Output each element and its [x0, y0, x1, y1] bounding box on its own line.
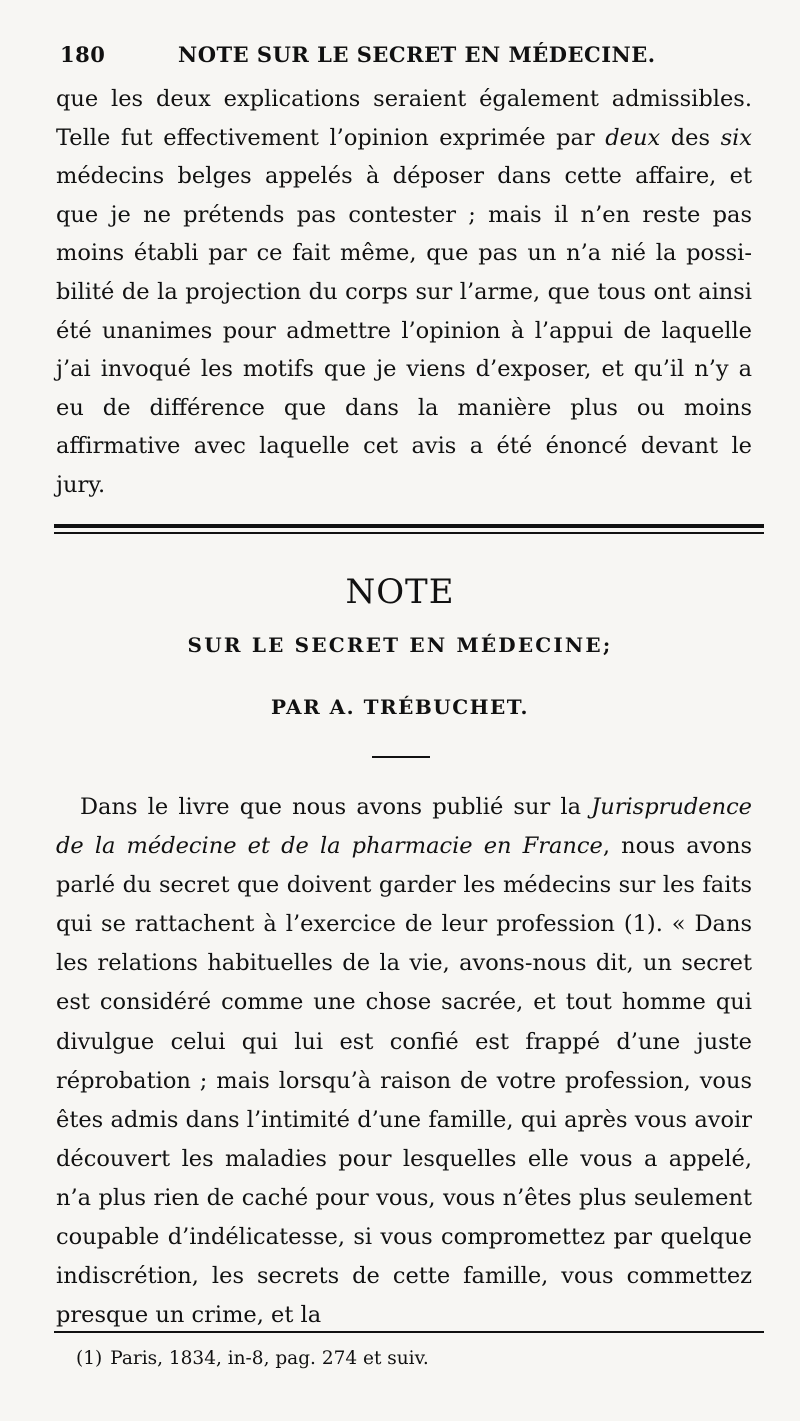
- text-run: que les deux explications seraient également admissibles. Telle fut effectivement l’opinion exprimée par: [56, 86, 752, 151]
- footnote: [76, 1348, 429, 1369]
- text-run: Dans le livre que nous avons publié sur la: [80, 794, 592, 820]
- footnote-text: Paris, 1834, in-8, pag. 274 et suiv.: [110, 1348, 429, 1369]
- continued-paragraph: [56, 80, 752, 505]
- page-header: [60, 38, 760, 74]
- main-paragraph: [56, 788, 752, 1335]
- footnote-rule: [54, 1331, 764, 1333]
- running-title: NOTE SUR LE SECRET EN MÉDECINE.: [178, 42, 656, 67]
- text-run: médecins belges appelés à déposer dans cette affaire, et que je ne prétends pas contester ; mais il n’en reste pas moins établi par ce fait même, que pas un n’a nié la possibilité de la projection du corps sur l’arme, que tous ont ainsi été unanimes pour admettre l’opinion à l’appui de laquelle j’ai invoqué les motifs que je viens d’exposer, et qu’il n’y a eu de différence que dans la manière plus ou moins affirmative avec laquelle cet avis a été énoncé devant le jury.: [56, 163, 752, 498]
- title-underline: [372, 756, 430, 758]
- section-divider: [54, 524, 764, 536]
- note-subtitle: SUR LE SECRET EN MÉDECINE;: [187, 633, 613, 657]
- emphasis-book-title: Jurisprudence de la médecine et de la pharmacie en France: [56, 794, 752, 860]
- footnote-marker: (1): [76, 1348, 103, 1369]
- note-title: NOTE: [345, 572, 455, 612]
- divider-thin-line: [54, 532, 764, 534]
- emphasis-deux: deux: [605, 124, 661, 151]
- emphasis-six: six: [720, 124, 752, 151]
- page-number: 180: [60, 42, 106, 67]
- divider-thick-line: [54, 524, 764, 528]
- note-author: PAR A. TRÉBUCHET.: [270, 695, 530, 719]
- text-run: des: [660, 124, 721, 151]
- text-run: , nous avons parlé du secret que doivent garder les médecins sur les faits qui se rattachent à l’exercice de leur profession (1). « Dans les relations habituelles de la vie, avons-nous dit, un secret est considéré comme une chose sacrée, et tout homme qui divulgue celui qui lui est confié est frappé d’une juste réprobation ; mais lorsqu’à raison de votre profession, vous êtes admis dans l’intimité d’une famille, qui après vous avoir découvert les maladies pour lesquelles elle vous a appelé, n’a plus rien de caché pour vous, vous n’êtes plus seulement coupable d’indélicatesse, si vous compromettez par quelque indiscrétion, les secrets de cette famille, vous commettez presque un crime, et la: [56, 833, 752, 1329]
